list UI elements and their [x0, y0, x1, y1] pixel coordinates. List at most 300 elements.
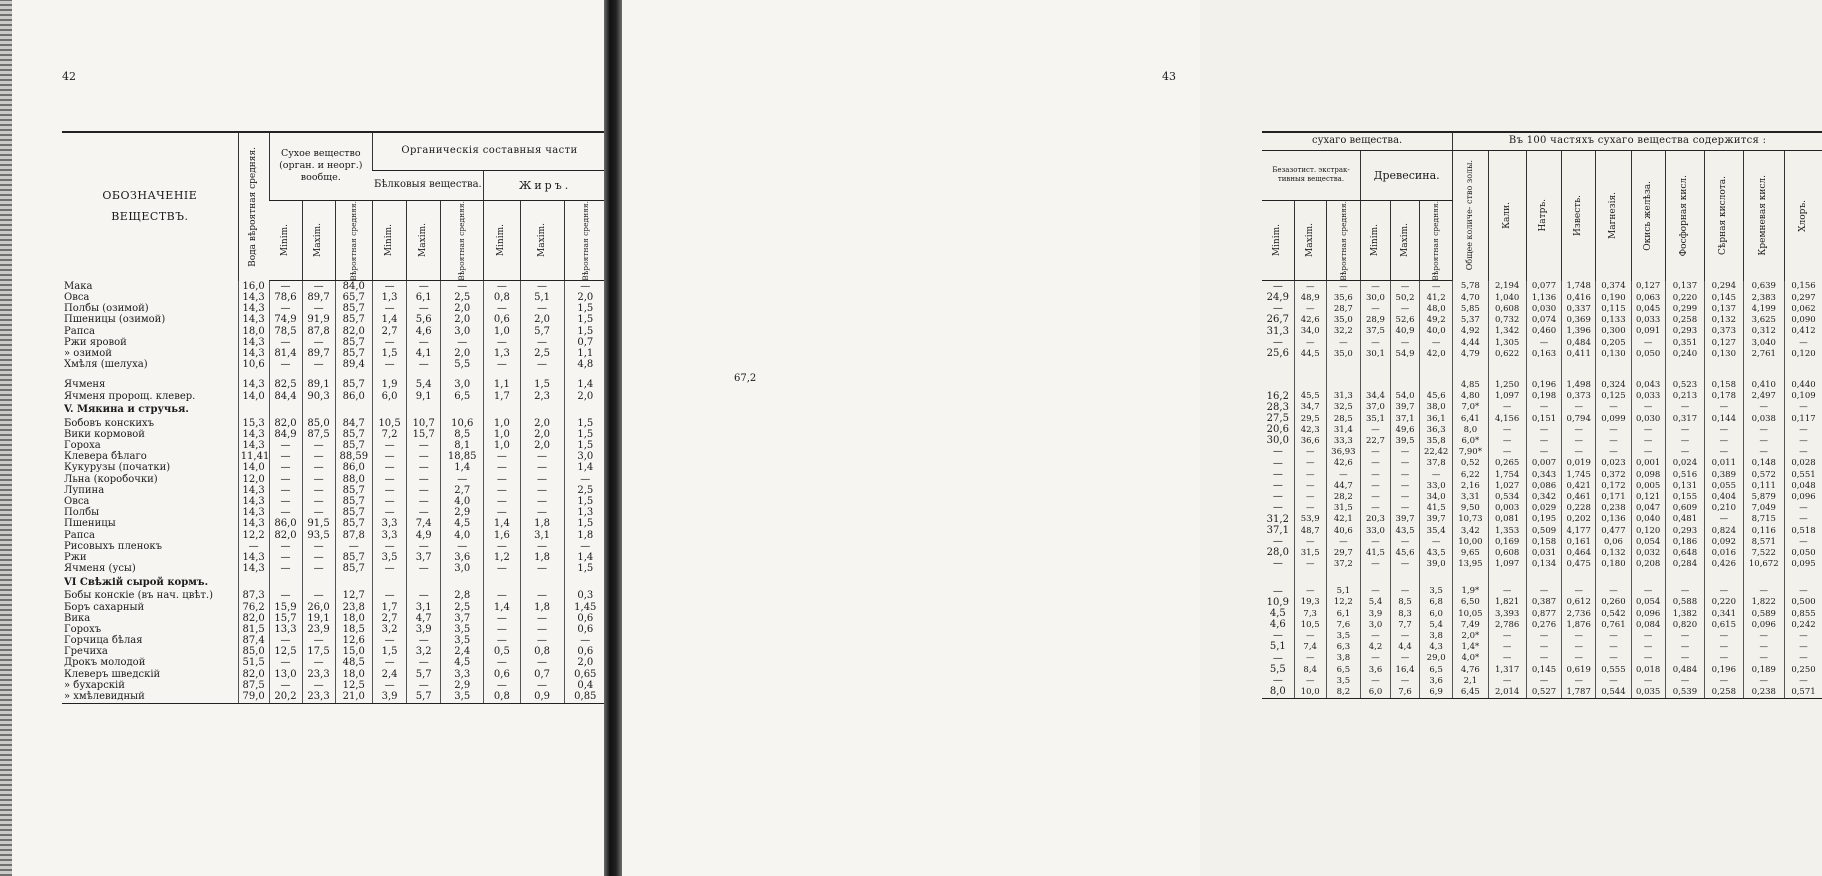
value-cell: — [1705, 631, 1743, 642]
value-cell: 14,3 [238, 485, 269, 496]
value-cell: 5,1 [520, 292, 564, 303]
value-cell: 0,003 [1488, 503, 1526, 514]
value-cell: — [1391, 304, 1420, 315]
value-cell: 0,639 [1743, 281, 1784, 293]
header-nitrogen-free-text: Безазотист. экстрак- тивныя вещества. [1262, 166, 1360, 184]
value-cell: 85,7 [335, 337, 372, 348]
value-cell: 4,4 [1391, 642, 1420, 653]
value-cell: 0,258 [1665, 315, 1704, 326]
value-cell: 1,754 [1488, 469, 1526, 480]
table-row [62, 530, 606, 541]
substance-name: » хмѣлевидный [62, 691, 238, 703]
value-cell: 0,054 [1631, 597, 1665, 608]
value-cell: 0,092 [1705, 536, 1743, 547]
value-cell: — [302, 474, 335, 485]
header-fat-text: Жиръ. [484, 180, 606, 191]
value-cell: 23,3 [302, 691, 335, 703]
table-row [1262, 675, 1822, 686]
value-cell [1360, 360, 1390, 371]
value-cell: 0,877 [1526, 608, 1561, 619]
empty-cell [1420, 570, 1453, 586]
value-cell: — [1705, 424, 1743, 435]
value-cell: 85,7 [335, 496, 372, 507]
value-cell: 85,7 [335, 485, 372, 496]
value-cell: 2,5 [564, 485, 606, 496]
value-cell: 2,0 [441, 304, 484, 315]
value-cell: — [1391, 281, 1420, 293]
table-row [62, 281, 606, 293]
value-cell: 85,7 [335, 564, 372, 575]
value-cell: — [1294, 492, 1326, 503]
value-cell: 35,0 [1326, 348, 1360, 359]
substance-name: Рапса [62, 530, 238, 541]
empty-cell [1294, 371, 1326, 380]
subheader-min-text: Minim. [385, 224, 394, 256]
value-cell: — [1631, 631, 1665, 642]
value-cell: 0,9 [520, 691, 564, 703]
value-cell: 9,50 [1453, 503, 1488, 514]
value-cell: — [1526, 447, 1561, 458]
value-cell: 3,2 [373, 624, 407, 635]
value-cell: 0,084 [1631, 619, 1665, 630]
header-silicic-acid [1743, 150, 1784, 281]
value-cell: 0,411 [1562, 348, 1596, 359]
value-cell: 82,5 [269, 380, 302, 391]
value-cell: 45,5 [1294, 391, 1326, 402]
subheader-avg-text: Вѣроятная средняя. [1340, 201, 1348, 281]
value-cell: — [1294, 503, 1326, 514]
value-cell: 5,7 [407, 669, 441, 680]
value-cell: 0,095 [1784, 559, 1822, 570]
value-cell: — [407, 658, 441, 669]
value-cell: 0,4 [564, 680, 606, 691]
value-cell: — [1294, 447, 1326, 458]
value-cell: — [1262, 469, 1294, 480]
value-cell [1784, 360, 1822, 371]
value-cell: — [302, 680, 335, 691]
value-cell: 42,6 [1294, 315, 1326, 326]
value-cell: 31,3 [1326, 391, 1360, 402]
empty-cell [335, 402, 372, 418]
value-cell: 8,4 [1294, 664, 1326, 675]
substance-name: Хмѣля (шелуха) [62, 360, 238, 371]
value-cell [1743, 360, 1784, 371]
empty-cell [1326, 570, 1360, 586]
value-cell: 34,0 [1420, 492, 1453, 503]
value-cell: 3,5 [441, 635, 484, 646]
table-row [1262, 348, 1822, 359]
table-row [1262, 514, 1822, 525]
value-cell: — [1665, 402, 1704, 413]
value-cell: 85,7 [335, 519, 372, 530]
value-cell: — [1631, 675, 1665, 686]
value-cell: 0,172 [1596, 480, 1631, 491]
value-cell: 0,127 [1705, 337, 1743, 348]
value-cell: — [484, 452, 520, 463]
value-cell: 5,4 [1420, 619, 1453, 630]
value-cell: — [1631, 653, 1665, 664]
value-cell: — [269, 591, 302, 602]
book-binding-edge [0, 0, 12, 876]
value-cell: — [484, 680, 520, 691]
value-cell: 3,6 [1420, 675, 1453, 686]
value-cell: 0,120 [1631, 525, 1665, 536]
value-cell: 10,6 [238, 360, 269, 371]
value-cell: 0,132 [1705, 315, 1743, 326]
value-cell [1453, 360, 1488, 371]
empty-cell [1360, 570, 1390, 586]
empty-cell [1262, 371, 1294, 380]
value-cell: 87,5 [238, 680, 269, 691]
value-cell: 3,0 [441, 564, 484, 575]
table-row [62, 691, 606, 703]
value-cell: 87,4 [238, 635, 269, 646]
header-wood-text: Древесина. [1361, 170, 1452, 181]
value-cell: 0,133 [1596, 315, 1631, 326]
empty-cell [302, 402, 335, 418]
value-cell: 85,7 [335, 429, 372, 440]
header-iron-oxide-text: Окись желѣза. [1644, 181, 1653, 251]
value-cell: 0,205 [1596, 337, 1631, 348]
value-cell: — [1262, 492, 1294, 503]
value-cell: 0,033 [1631, 315, 1665, 326]
value-cell: 2,5 [520, 348, 564, 359]
value-cell: — [1665, 424, 1704, 435]
value-cell: 14,3 [238, 564, 269, 575]
value-cell: 13,0 [269, 669, 302, 680]
value-cell: — [1784, 675, 1822, 686]
value-cell: — [1562, 653, 1596, 664]
value-cell: 6,0 [1420, 608, 1453, 619]
value-cell: 0,120 [1784, 348, 1822, 359]
value-cell: — [1488, 424, 1526, 435]
value-cell: — [302, 337, 335, 348]
value-cell: 0,091 [1631, 326, 1665, 337]
value-cell: — [373, 304, 407, 315]
value-cell: 0,369 [1562, 315, 1596, 326]
value-cell: — [1326, 469, 1360, 480]
value-cell: — [564, 474, 606, 485]
value-cell: 49,6 [1391, 424, 1420, 435]
value-cell: 0,276 [1526, 619, 1561, 630]
value-cell: — [1526, 436, 1561, 447]
value-cell: 0,250 [1784, 664, 1822, 675]
value-cell: 84,4 [269, 391, 302, 402]
value-cell: 2,0 [441, 348, 484, 359]
empty-cell [1391, 371, 1420, 380]
value-cell: 30,0 [1262, 436, 1294, 447]
value-cell: — [269, 463, 302, 474]
substance-name: Кукурузы (початки) [62, 463, 238, 474]
substance-name: Пшеницы [62, 519, 238, 530]
value-cell: — [1360, 653, 1390, 664]
value-cell: — [484, 613, 520, 624]
value-cell: — [373, 591, 407, 602]
value-cell: 8,5 [1391, 597, 1420, 608]
table-row [62, 658, 606, 669]
empty-cell [407, 575, 441, 591]
value-cell: 14,3 [238, 552, 269, 563]
value-cell: — [520, 463, 564, 474]
value-cell: 7,0* [1453, 402, 1488, 413]
value-cell: 7,4 [1294, 642, 1326, 653]
value-cell: 86,0 [335, 463, 372, 474]
value-cell: 76,2 [238, 602, 269, 613]
value-cell: 0,158 [1705, 380, 1743, 391]
value-cell: — [1360, 675, 1390, 686]
empty-cell [1326, 371, 1360, 380]
empty-cell [407, 402, 441, 418]
value-cell: — [1562, 642, 1596, 653]
value-cell: 0,426 [1705, 559, 1743, 570]
value-cell [1391, 360, 1420, 371]
value-cell: — [1596, 653, 1631, 664]
value-cell: 2,4 [441, 647, 484, 658]
value-cell: 0,06 [1596, 536, 1631, 547]
value-cell: — [1596, 424, 1631, 435]
value-cell: 82,0 [238, 669, 269, 680]
value-cell: 6,5 [1326, 664, 1360, 675]
value-cell: — [1784, 514, 1822, 525]
table-row [1262, 304, 1822, 315]
substance-name: » озимой [62, 348, 238, 359]
value-cell: 1,5 [564, 519, 606, 530]
value-cell: — [484, 658, 520, 669]
value-cell: 3,3 [373, 530, 407, 541]
value-cell: 2,1 [1453, 675, 1488, 686]
value-cell: 1,5 [520, 380, 564, 391]
value-cell: — [1391, 559, 1420, 570]
value-cell: 2,0 [564, 391, 606, 402]
value-cell: 86,0 [269, 519, 302, 530]
empty-cell [1784, 570, 1822, 586]
value-cell: — [520, 508, 564, 519]
table-row [62, 564, 606, 575]
value-cell: — [1596, 675, 1631, 686]
value-cell: — [1526, 402, 1561, 413]
value-cell: 20,6 [1262, 424, 1294, 435]
value-cell: 44,5 [1294, 348, 1326, 359]
value-cell: 2,383 [1743, 292, 1784, 303]
header-lime [1562, 150, 1596, 281]
value-cell: 1,5 [564, 429, 606, 440]
value-cell: — [1360, 458, 1390, 469]
value-cell: — [1631, 642, 1665, 653]
value-cell: 7,3 [1294, 608, 1326, 619]
value-cell: — [1391, 653, 1420, 664]
value-cell: 2,786 [1488, 619, 1526, 630]
table-row [1262, 548, 1822, 559]
value-cell: 14,3 [238, 337, 269, 348]
value-cell: 1,9 [373, 380, 407, 391]
table-row [1262, 281, 1822, 293]
value-cell: 0,055 [1705, 480, 1743, 491]
value-cell: 9,65 [1453, 548, 1488, 559]
value-cell: 14,3 [238, 380, 269, 391]
value-cell: 3,6 [1360, 664, 1390, 675]
value-cell: 0,024 [1665, 458, 1704, 469]
empty-cell [1526, 570, 1561, 586]
value-cell: 0,130 [1705, 348, 1743, 359]
substance-name: Вики кормовой [62, 429, 238, 440]
value-cell: 0,131 [1665, 480, 1704, 491]
value-cell: — [1360, 492, 1390, 503]
value-cell: — [1391, 480, 1420, 491]
value-cell: — [269, 658, 302, 669]
table-row [62, 647, 606, 658]
value-cell: 0,648 [1665, 548, 1704, 559]
value-cell: 6,0* [1453, 436, 1488, 447]
value-cell: 0,196 [1526, 380, 1561, 391]
value-cell: — [1391, 458, 1420, 469]
value-cell: 35,6 [1326, 292, 1360, 303]
value-cell: 0,062 [1784, 304, 1822, 315]
value-cell: 3,0 [1360, 619, 1390, 630]
value-cell: 48,7 [1294, 525, 1326, 536]
value-cell: — [1262, 304, 1294, 315]
value-cell: 0,542 [1596, 608, 1631, 619]
value-cell: 4,9 [407, 530, 441, 541]
value-cell: — [1743, 653, 1784, 664]
value-cell: 5,85 [1453, 304, 1488, 315]
table-row [62, 613, 606, 624]
empty-cell [1562, 570, 1596, 586]
value-cell: 10,0 [1294, 687, 1326, 699]
value-cell: — [1705, 642, 1743, 653]
value-cell: 7,049 [1743, 503, 1784, 514]
value-cell: — [1784, 402, 1822, 413]
substance-name: Ячменя пророщ. клевер. [62, 391, 238, 402]
value-cell: — [1294, 675, 1326, 686]
value-cell: — [1488, 402, 1526, 413]
table-row [62, 474, 606, 485]
value-cell: 40,6 [1326, 525, 1360, 536]
value-cell: — [1526, 631, 1561, 642]
value-cell: 0,077 [1526, 281, 1561, 293]
value-cell: 6,1 [1326, 608, 1360, 619]
substance-name: Клевера бѣлаго [62, 452, 238, 463]
value-cell: 1,040 [1488, 292, 1526, 303]
value-cell: 3,8 [1326, 653, 1360, 664]
value-cell: — [1294, 559, 1326, 570]
value-cell: 0,387 [1526, 597, 1561, 608]
value-cell [1665, 360, 1704, 371]
value-cell: 0,228 [1562, 503, 1596, 514]
value-cell: — [484, 541, 520, 552]
value-cell: 12,7 [335, 591, 372, 602]
value-cell: 1,5 [373, 348, 407, 359]
value-cell: 0,018 [1631, 664, 1665, 675]
value-cell: 4,92 [1453, 326, 1488, 337]
table-row [1262, 447, 1822, 458]
value-cell: 0,035 [1631, 687, 1665, 699]
value-cell: 0,404 [1705, 492, 1743, 503]
value-cell: 0,284 [1665, 559, 1704, 570]
value-cell: — [1596, 642, 1631, 653]
substance-name: » бухарскій [62, 680, 238, 691]
value-cell: — [373, 440, 407, 451]
value-cell: 85,7 [335, 315, 372, 326]
value-cell: — [269, 635, 302, 646]
value-cell: 79,0 [238, 691, 269, 703]
value-cell: 7,2 [373, 429, 407, 440]
value-cell: — [302, 485, 335, 496]
page-number-left: 42 [62, 70, 76, 83]
value-cell: — [1596, 436, 1631, 447]
value-cell: 1,4* [1453, 642, 1488, 653]
value-cell: 1,0 [484, 429, 520, 440]
value-cell: 44,7 [1326, 480, 1360, 491]
value-cell: 2,497 [1743, 391, 1784, 402]
substance-name: Ржи яровой [62, 337, 238, 348]
value-cell: 0,65 [564, 669, 606, 680]
value-cell: 3,5 [441, 691, 484, 703]
value-cell: 0,539 [1665, 687, 1704, 699]
value-cell: 4,0 [441, 496, 484, 507]
value-cell: 65,7 [335, 292, 372, 303]
value-cell: 0,038 [1743, 413, 1784, 424]
value-cell: 29,0 [1420, 653, 1453, 664]
value-cell: — [1391, 675, 1420, 686]
value-cell: — [1665, 586, 1704, 597]
value-cell: 1,353 [1488, 525, 1526, 536]
value-cell: 87,8 [302, 326, 335, 337]
value-cell: 0,551 [1784, 469, 1822, 480]
empty-cell [1705, 570, 1743, 586]
value-cell: — [1420, 469, 1453, 480]
subheader-avg-text: Вѣроятная средняя. [582, 201, 590, 281]
value-cell [1705, 360, 1743, 371]
value-cell: 23,3 [302, 669, 335, 680]
value-cell: 1,8 [520, 552, 564, 563]
value-cell: 1,4 [564, 552, 606, 563]
header-magnesia-text: Магнезія. [1609, 192, 1618, 239]
value-cell: — [520, 474, 564, 485]
value-cell: — [1326, 281, 1360, 293]
table-row [1262, 687, 1822, 699]
value-cell: 15,0 [335, 647, 372, 658]
value-cell: 42,0 [1420, 348, 1453, 359]
value-cell: — [1294, 480, 1326, 491]
value-cell: 0,572 [1743, 469, 1784, 480]
value-cell: — [407, 541, 441, 552]
value-cell: 22,7 [1360, 436, 1390, 447]
value-cell: 0,341 [1705, 608, 1743, 619]
value-cell: — [520, 680, 564, 691]
value-cell: — [373, 658, 407, 669]
value-cell: — [407, 591, 441, 602]
value-cell: — [520, 613, 564, 624]
value-cell: — [269, 680, 302, 691]
value-cell: 14,3 [238, 304, 269, 315]
value-cell: 43,5 [1420, 548, 1453, 559]
value-cell: 7,6 [1326, 619, 1360, 630]
empty-cell [484, 402, 520, 418]
value-cell: 0,045 [1631, 304, 1665, 315]
value-cell: 12,5 [335, 680, 372, 691]
value-cell: 0,029 [1526, 503, 1561, 514]
value-cell: 24,9 [1262, 292, 1294, 303]
value-cell: 48,5 [335, 658, 372, 669]
value-cell: 0,6 [564, 613, 606, 624]
value-cell: 1,7 [484, 391, 520, 402]
value-cell: 42,1 [1326, 514, 1360, 525]
value-cell: 0,050 [1784, 548, 1822, 559]
value-cell: — [1562, 631, 1596, 642]
value-cell: 39,7 [1420, 514, 1453, 525]
substance-name: Бобы конскіе (въ нач. цвѣт.) [62, 591, 238, 602]
value-cell: — [407, 452, 441, 463]
